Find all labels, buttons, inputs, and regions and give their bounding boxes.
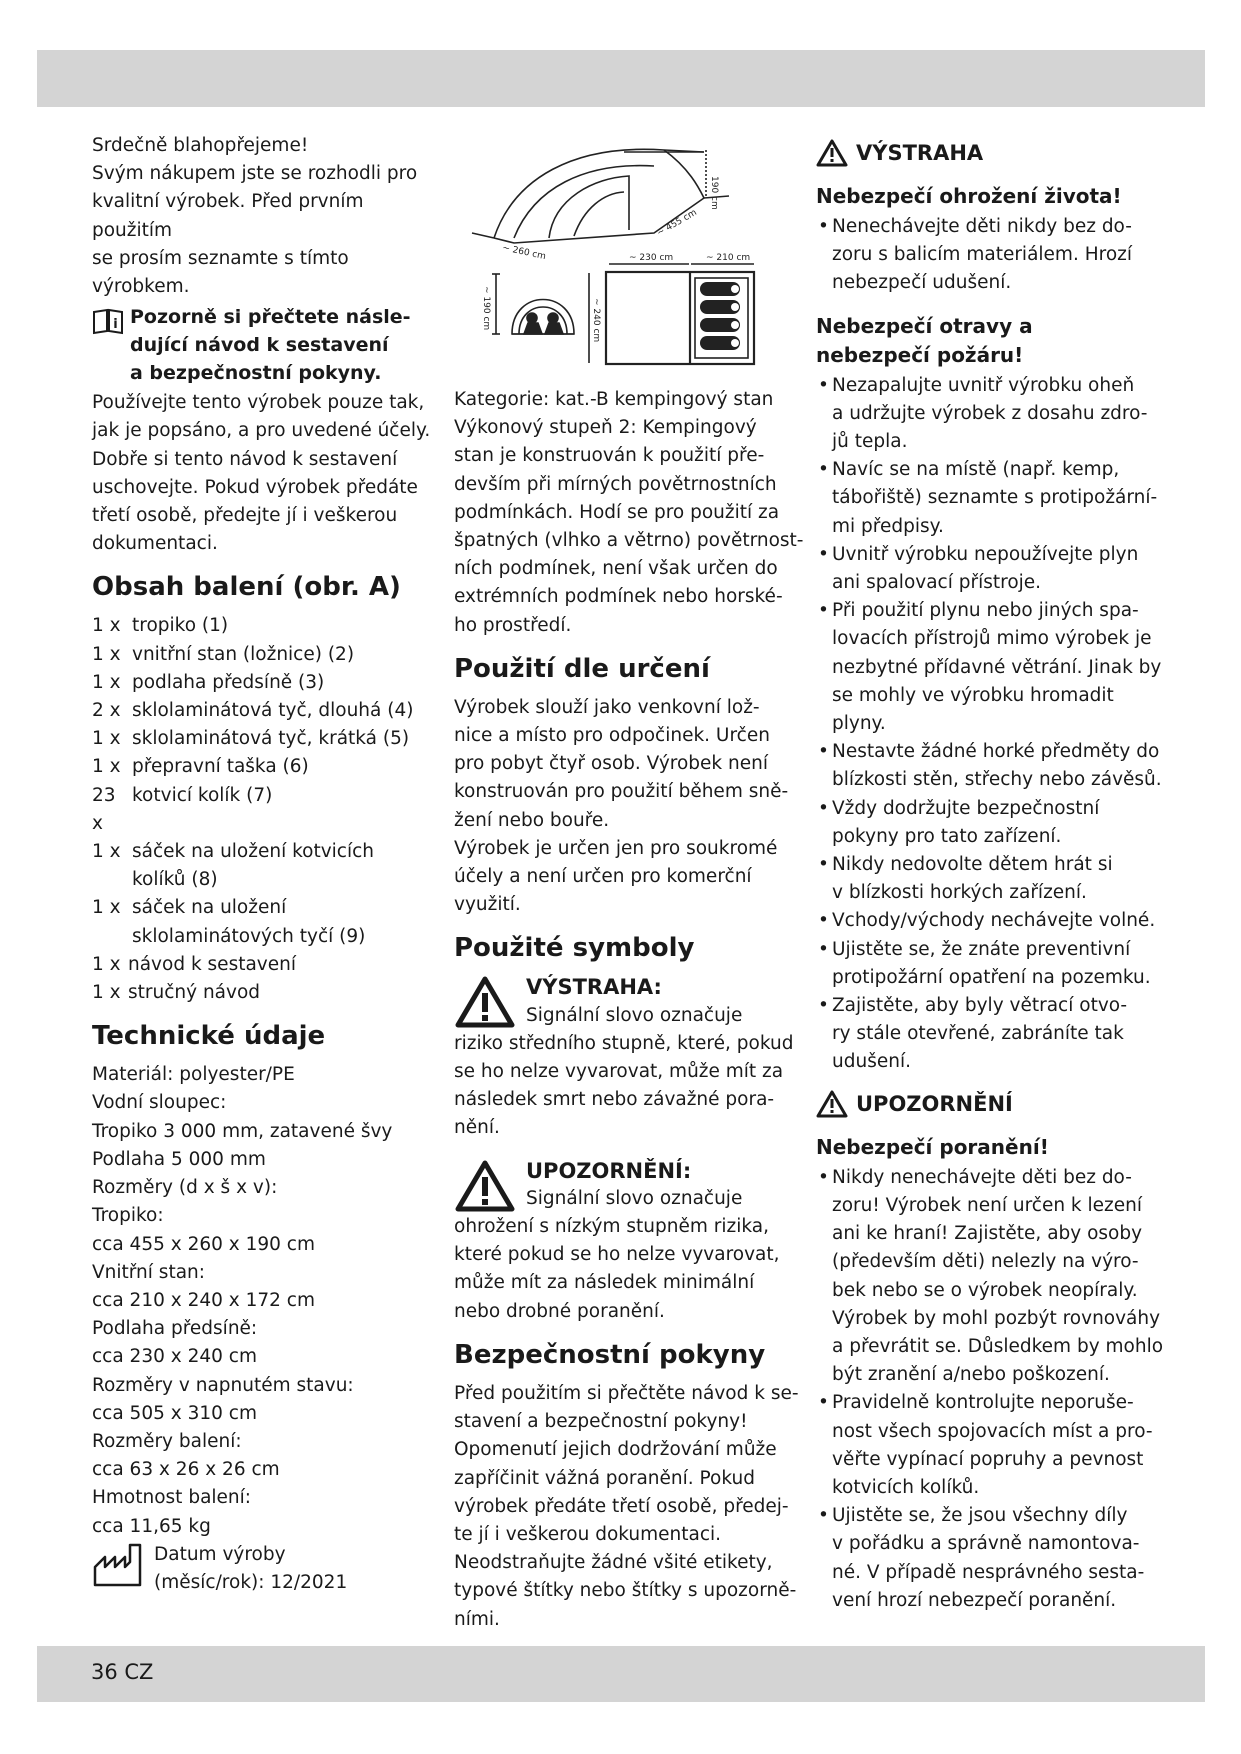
- caution-header: [816, 1089, 1171, 1119]
- caution-text-line: ohrožení s nízkým stupněm rizika,: [454, 1216, 769, 1238]
- li-line: kotvicích kolíků.: [832, 1476, 980, 1498]
- tent-figure: [454, 138, 789, 378]
- intended-use-heading: Použití dle určení: [454, 653, 710, 684]
- li-line: Vždy dodržujte bezpečnostní: [832, 797, 1100, 819]
- item-text: kotvicí kolík (7): [132, 784, 273, 806]
- column-right: [816, 138, 1171, 1615]
- item-qty: 2 x: [92, 700, 121, 722]
- caution-text-line: může mít za následek minimální: [454, 1272, 755, 1294]
- list-item: [816, 851, 1171, 907]
- li-line: Zajistěte, aby byly větrací otvo-: [832, 995, 1128, 1017]
- injury-danger-heading: Nebezpečí poranění!: [816, 1134, 1049, 1159]
- li-line: nost všech spojovacích míst a pro-: [832, 1420, 1153, 1442]
- category-line: stan je konstruován k použití pře-: [454, 445, 765, 467]
- item-text-cont: sklolaminátových tyčí (9): [132, 925, 366, 947]
- item-text: stručný návod: [128, 982, 261, 1004]
- li-line: Nestavte žádné horké předměty do: [832, 741, 1160, 763]
- li-line: pokyny pro tato zařízení.: [832, 825, 1062, 847]
- item-text: vnitřní stan (ložnice) (2): [132, 643, 355, 665]
- list-item: [816, 936, 1171, 992]
- heading-line: Nebezpečí otravy a: [816, 313, 1033, 338]
- tech-line: Podlaha předsíně:: [92, 1318, 258, 1340]
- intro-text: [92, 132, 432, 301]
- injury-danger-list: [816, 1164, 1171, 1615]
- li-line: mi předpisy.: [832, 515, 944, 537]
- tech-line: Tropiko:: [92, 1205, 164, 1227]
- warning-text-line: riziko středního stupně, které, pokud: [454, 1032, 794, 1054]
- dim-label: ~ 190 cm: [481, 286, 491, 331]
- category-line: devším při mírných povětrnostních: [454, 473, 777, 495]
- intro-line: kvalitní výrobek. Před prvním použitím: [92, 191, 364, 241]
- item-qty: 23 x: [92, 784, 116, 834]
- caution-symbol-block: [454, 1157, 804, 1326]
- li-line: blízkosti stěn, střechy nebo závěsů.: [832, 769, 1162, 791]
- li-line: protipožární opatření na pozemku.: [832, 966, 1151, 988]
- category-line: ních podmínek, není však určen do: [454, 558, 778, 580]
- item-text-cont: kolíků (8): [132, 869, 218, 891]
- safety-line: ními.: [454, 1608, 500, 1630]
- dim-label: ~ 210 cm: [706, 253, 751, 263]
- category-line: extrémních podmínek nebo horské-: [454, 586, 783, 608]
- item-text: přepravní taška (6): [132, 756, 309, 778]
- item-text: sáček na uložení: [132, 897, 287, 919]
- list-item: [92, 951, 432, 979]
- li-line: Nezapalujte uvnitř výrobku oheň: [832, 374, 1135, 396]
- list-item: [816, 1389, 1171, 1502]
- list-item: [816, 795, 1171, 851]
- category-line: ho prostředí.: [454, 614, 572, 636]
- list-item: [92, 979, 432, 1007]
- contents-list: [92, 612, 432, 1007]
- list-item: [92, 838, 432, 866]
- list-item: [92, 725, 432, 753]
- note-line: Pozorně si přečtete násle-: [130, 306, 411, 329]
- warning-text-line: Signální slovo označuje: [526, 1004, 743, 1026]
- dim-label: 190 cm: [709, 176, 719, 210]
- list-item: [816, 213, 1171, 298]
- warning-header: [816, 138, 1171, 168]
- tech-line: Podlaha 5 000 mm: [92, 1148, 266, 1170]
- tech-line: cca 11,65 kg: [92, 1515, 211, 1537]
- caution-title: UPOZORNĚNÍ:: [526, 1158, 692, 1183]
- caution-text-line: Signální slovo označuje: [526, 1187, 743, 1209]
- list-item: [816, 992, 1171, 1077]
- tech-line: Rozměry v napnutém stavu:: [92, 1374, 354, 1396]
- item-qty: 1 x: [92, 728, 121, 750]
- tech-line: cca 230 x 240 cm: [92, 1346, 257, 1368]
- intro-line: Svým nákupem jste se rozhodli pro: [92, 163, 418, 185]
- caution-triangle-icon: [816, 1090, 848, 1118]
- li-line: věřte vypínací popruhy a pevnost: [832, 1448, 1144, 1470]
- item-qty: 1 x: [92, 756, 121, 778]
- item-text: tropiko (1): [132, 615, 229, 637]
- li-line: a převrátit se. Důsledkem by mohlo: [832, 1335, 1164, 1357]
- item-qty: 1 x: [92, 982, 121, 1004]
- li-line: Nikdy nedovolte dětem hrát si: [832, 854, 1113, 876]
- list-item: [92, 697, 432, 725]
- date-line: Datum výroby: [154, 1543, 286, 1565]
- tech-line: Rozměry (d x š x v):: [92, 1177, 278, 1199]
- usage-line: Používejte tento výrobek pouze tak,: [92, 392, 425, 414]
- use-line: Výrobek je určen jen pro soukromé: [454, 837, 778, 859]
- li-line: ry stále otevřené, zabráníte tak: [832, 1023, 1124, 1045]
- tech-line: Materiál: polyester/PE: [92, 1064, 295, 1086]
- category-line: podmínkách. Hodí se pro použití za: [454, 501, 780, 523]
- use-line: Výrobek slouží jako venkovní lož-: [454, 696, 760, 718]
- symbols-heading: Použité symboly: [454, 933, 695, 964]
- li-line: Nenechávejte děti nikdy bez do-: [832, 216, 1132, 237]
- dim-label: ~ 230 cm: [629, 253, 674, 263]
- date-line: (měsíc/rok): 12/2021: [154, 1571, 348, 1593]
- item-text: sáček na uložení kotvicích: [132, 841, 375, 863]
- li-line: zoru! Výrobek není určen k lezení: [832, 1194, 1143, 1216]
- usage-line: Dobře si tento návod k sestavení: [92, 448, 398, 470]
- dim-label: ~ 455 cm: [655, 207, 699, 239]
- use-line: pro pobyt čtyř osob. Výrobek není: [454, 753, 768, 775]
- page-number: 36 CZ: [91, 1660, 154, 1684]
- category-line: Kategorie: kat.-B kempingový stan: [454, 389, 774, 410]
- tech-line: cca 210 x 240 x 172 cm: [92, 1289, 315, 1311]
- warning-text-line: se ho nelze vyvarovat, může mít za: [454, 1061, 784, 1083]
- tech-line: cca 505 x 310 cm: [92, 1402, 257, 1424]
- item-text: sklolaminátová tyč, dlouhá (4): [132, 700, 414, 722]
- list-item: [816, 1164, 1171, 1390]
- use-line: žení nebo bouře.: [454, 809, 610, 831]
- li-line: ani ke hraní! Zajistěte, aby osoby: [832, 1223, 1143, 1245]
- safety-line: Opomenutí jejich dodržování může: [454, 1439, 777, 1461]
- fire-danger-heading: [816, 312, 1171, 370]
- tech-line: Hmotnost balení:: [92, 1487, 252, 1509]
- li-line: udušení.: [832, 1051, 911, 1073]
- warning-symbol-block: [454, 973, 804, 1142]
- li-line: Ujistěte se, že znáte preventivní: [832, 938, 1131, 960]
- item-qty: 1 x: [92, 615, 121, 637]
- item-text: návod k sestavení: [128, 953, 296, 975]
- safety-line: typové štítky nebo štítky s upozorně-: [454, 1580, 797, 1602]
- item-qty: 1 x: [92, 897, 121, 919]
- li-line: být zranění a/nebo poškození.: [832, 1364, 1110, 1386]
- heading-line: nebezpečí požáru!: [816, 342, 1024, 367]
- header-bar: [37, 50, 1205, 107]
- column-middle: [454, 138, 804, 1634]
- li-line: Ujistěte se, že jsou všechny díly: [832, 1505, 1128, 1527]
- li-line: nebezpečí udušení.: [832, 272, 1012, 294]
- list-item: [92, 669, 432, 697]
- list-item: [92, 894, 432, 922]
- safety-line: te jí i veškerou dokumentaci.: [454, 1523, 722, 1545]
- category-line: Výkonový stupeň 2: Kempingový: [454, 417, 757, 439]
- usage-line: jak je popsáno, a pro uvedené účely.: [92, 420, 431, 442]
- li-line: nezbytné přídavné větrání. Jinak by: [832, 656, 1162, 678]
- li-line: Vchody/východy nechávejte volné.: [832, 910, 1156, 932]
- li-line: né. V případě nesprávného sesta-: [832, 1561, 1145, 1583]
- usage-text: [92, 389, 432, 558]
- li-line: Nikdy nenechávejte děti bez do-: [832, 1166, 1132, 1188]
- intro-line: Srdečně blahopřejeme!: [92, 135, 309, 156]
- li-line: Navíc se na místě (např. kemp,: [832, 459, 1120, 481]
- li-line: tábořiště) seznamte s protipožární-: [832, 487, 1158, 509]
- li-line: vení hrozí nebezpečí poranění.: [832, 1589, 1117, 1611]
- item-qty: 1 x: [92, 671, 121, 693]
- item-qty: 1 x: [92, 643, 121, 665]
- contents-heading: Obsah balení (obr. A): [92, 572, 401, 603]
- intro-line: se prosím seznamte s tímto výrobkem.: [92, 247, 349, 298]
- category-line: špatných (vlhko a větrno) povětrnost-: [454, 530, 804, 552]
- tech-line: Vnitřní stan:: [92, 1261, 205, 1283]
- safety-line: Před použitím si přečtěte návod k se-: [454, 1382, 799, 1404]
- use-line: využití.: [454, 894, 521, 916]
- tent-diagram: [454, 138, 789, 378]
- safety-line: výrobek předáte třetí osobě, předej-: [454, 1495, 789, 1517]
- li-line: zoru s balicím materiálem. Hrozí: [832, 244, 1132, 266]
- caution-triangle-icon: [454, 1159, 516, 1213]
- warning-triangle-icon: [816, 139, 848, 167]
- list-item: [816, 541, 1171, 597]
- li-line: Pravidelně kontrolujte neporuše-: [832, 1392, 1134, 1414]
- li-line: lovacích přístrojů mimo výrobek je: [832, 628, 1152, 650]
- li-line: bek nebo se o výrobek neopíraly.: [832, 1279, 1138, 1301]
- warning-triangle-icon: [454, 975, 516, 1029]
- warning-title: VÝSTRAHA:: [526, 975, 662, 1000]
- safety-heading: Bezpečnostní pokyny: [454, 1339, 766, 1370]
- footer-bar: [37, 1646, 1205, 1702]
- li-line: Výrobek by mohl pozbýt rovnováhy: [832, 1307, 1161, 1329]
- safety-line: Neodstraňujte žádné všité etikety,: [454, 1552, 773, 1574]
- manufacture-date: [92, 1541, 432, 1597]
- tech-line: Vodní sloupec:: [92, 1092, 227, 1114]
- list-item: [816, 907, 1171, 935]
- item-text: podlaha předsíně (3): [132, 671, 325, 693]
- tech-heading: Technické údaje: [92, 1021, 326, 1052]
- item-qty: 1 x: [92, 841, 121, 863]
- list-item: [92, 782, 432, 838]
- life-danger-heading: Nebezpečí ohrožení života!: [816, 184, 1122, 208]
- usage-line: uschovejte. Pokud výrobek předáte: [92, 476, 418, 498]
- life-danger-list: [816, 213, 1171, 298]
- li-line: v blízkosti horkých zařízení.: [832, 882, 1087, 904]
- list-item: [92, 753, 432, 781]
- dim-label: ~ 240 cm: [591, 298, 601, 343]
- use-line: nice a místo pro odpočinek. Určen: [454, 725, 770, 747]
- li-line: ani spalovací přístroje.: [832, 572, 1042, 594]
- usage-line: třetí osobě, předejte jí i veškerou: [92, 505, 398, 527]
- warning-text-line: nění.: [454, 1117, 500, 1139]
- factory-date-icon: [92, 1543, 144, 1587]
- safety-line: stavení a bezpečnostní pokyny!: [454, 1411, 748, 1433]
- tech-list: [92, 1061, 432, 1540]
- list-item: [92, 641, 432, 669]
- tech-line: Tropiko 3 000 mm, zatavené švy: [92, 1120, 393, 1142]
- caution-text-line: nebo drobné poranění.: [454, 1300, 665, 1322]
- tech-line: cca 455 x 260 x 190 cm: [92, 1233, 315, 1255]
- svg-text:i: i: [113, 317, 118, 333]
- use-line: konstruován pro použití během sně-: [454, 781, 789, 803]
- use-line: účely a není určen pro komerční: [454, 866, 752, 888]
- li-line: a udržujte výrobek z dosahu zdro-: [832, 402, 1148, 424]
- caution-text-line: které pokud se ho nelze vyvarovat,: [454, 1244, 780, 1266]
- li-line: jů tepla.: [832, 431, 908, 453]
- intended-use-text: [454, 694, 804, 920]
- li-line: v pořádku a správně namontova-: [832, 1533, 1140, 1555]
- list-item: [816, 456, 1171, 541]
- item-text: sklolaminátová tyč, krátká (5): [132, 728, 410, 750]
- category-text: [454, 386, 804, 640]
- read-instructions-note: [92, 303, 432, 387]
- fire-danger-list: [816, 372, 1171, 1077]
- safety-line: zapříčinit vážná poranění. Pokud: [454, 1467, 755, 1489]
- list-item: [816, 597, 1171, 738]
- note-line: a bezpečnostní pokyny.: [130, 362, 382, 385]
- tech-line: Rozměry balení:: [92, 1430, 242, 1452]
- usage-line: dokumentaci.: [92, 533, 218, 555]
- li-line: Uvnitř výrobku nepoužívejte plyn: [832, 543, 1139, 565]
- book-info-icon: [92, 307, 124, 335]
- caution-header-text: UPOZORNĚNÍ: [856, 1091, 1013, 1116]
- list-item: [816, 372, 1171, 457]
- warning-header-text: VÝSTRAHA: [856, 141, 984, 165]
- tech-line: cca 63 x 26 x 26 cm: [92, 1459, 280, 1481]
- list-item: [816, 1502, 1171, 1615]
- li-line: (především děti) nelezly na výro-: [832, 1251, 1139, 1273]
- item-qty: 1 x: [92, 953, 121, 975]
- note-line: dující návod k sestavení: [130, 334, 389, 357]
- list-item: [92, 612, 432, 640]
- warning-text-line: následek smrt nebo závažné pora-: [454, 1089, 775, 1111]
- column-left: [92, 132, 432, 1597]
- safety-text: [454, 1380, 804, 1634]
- dim-label: ~ 260 cm: [501, 243, 547, 263]
- list-item: [816, 738, 1171, 794]
- li-line: se mohly ve výrobku hromadit plyny.: [832, 684, 1114, 735]
- li-line: Při použití plynu nebo jiných spa-: [832, 600, 1139, 622]
